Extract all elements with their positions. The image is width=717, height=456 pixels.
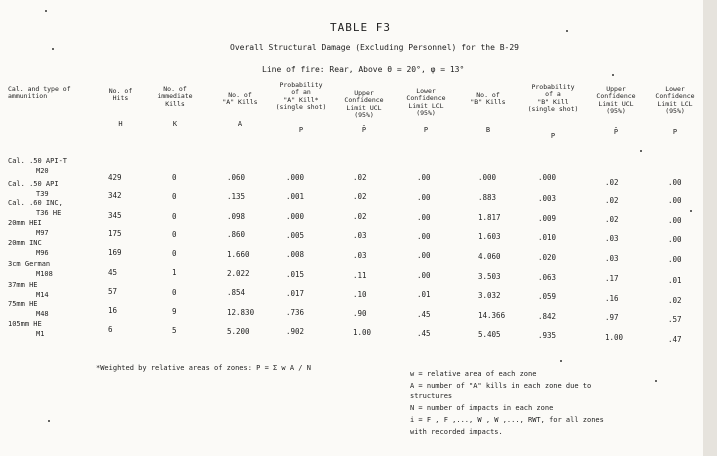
cell-hits: 57	[108, 287, 118, 296]
cell-ucl-b: .03	[605, 234, 619, 243]
cell-lcl-b: .00	[668, 255, 682, 264]
cell-ucl-a: 1.00	[353, 328, 372, 337]
cell-ucl-a: .02	[353, 212, 367, 221]
row-label: 20mm INC	[8, 239, 42, 247]
cell-lcl-b: .00	[668, 196, 682, 205]
header-prob-b: Probability of a "B" Kill (single shot)	[527, 83, 579, 114]
header-b-kills: No. of "B" Kills	[470, 91, 506, 107]
cell-prob-a: .005	[286, 231, 305, 240]
legend-line: N = number of impacts in each zone	[410, 404, 554, 412]
cell-a-kills: .135	[227, 192, 246, 201]
cell-b-kills: 3.503	[478, 272, 501, 281]
row-sublabel: M1	[36, 330, 45, 338]
cell-prob-b: .000	[538, 173, 557, 182]
cell-lcl-a: .00	[417, 213, 431, 222]
row-label: 20mm HEI	[8, 219, 42, 227]
cell-prob-a: .008	[286, 250, 305, 259]
cell-lcl-a: .00	[417, 271, 431, 280]
row-sublabel: T39	[36, 190, 49, 198]
cell-immediate: 1	[172, 268, 177, 277]
cell-hits: 175	[108, 229, 122, 238]
symbol-lcl-b: P	[672, 128, 678, 136]
symbol-b-kills: B	[485, 126, 491, 134]
cell-prob-a: .015	[286, 270, 305, 279]
cell-immediate: 0	[172, 212, 177, 221]
cell-ucl-b: .02	[605, 178, 619, 187]
row-label: 37mm HE	[8, 281, 38, 289]
row-label: 105mm HE	[8, 320, 42, 328]
symbol-prob-a: P	[298, 126, 304, 134]
scan-speck	[48, 420, 50, 422]
cell-a-kills: .060	[227, 173, 246, 182]
row-sublabel: M108	[36, 270, 53, 278]
header-hits: No. of Hits	[108, 87, 133, 103]
cell-ucl-b: .17	[605, 274, 619, 283]
row-sublabel: M20	[36, 167, 49, 175]
header-lcl-a: Lower Confidence Limit LCL (95%)	[406, 87, 446, 118]
cell-hits: 16	[108, 306, 118, 315]
header-a-kills: No. of "A" Kills	[222, 91, 258, 107]
scan-speck	[566, 30, 568, 32]
cell-b-kills: 1.603	[478, 232, 501, 241]
cell-ucl-b: .02	[605, 196, 619, 205]
cell-a-kills: 2.022	[227, 269, 250, 278]
legend-line: i = F , F ,..., W , W ,..., RWT, for all zones	[410, 416, 604, 424]
cell-lcl-b: .47	[668, 335, 682, 344]
cell-ucl-a: .03	[353, 251, 367, 260]
cell-a-kills: 1.660	[227, 250, 250, 259]
symbol-prob-b: P	[550, 132, 556, 140]
cell-ucl-b: .03	[605, 254, 619, 263]
cell-lcl-a: .45	[417, 310, 431, 319]
cell-hits: 342	[108, 191, 122, 200]
row-sublabel: M14	[36, 291, 49, 299]
cell-b-kills: 5.405	[478, 330, 501, 339]
scan-speck	[612, 74, 614, 76]
cell-ucl-a: .10	[353, 290, 367, 299]
cell-immediate: 0	[172, 192, 177, 201]
page-edge-shadow	[703, 0, 717, 456]
cell-ucl-a: .03	[353, 231, 367, 240]
cell-ucl-a: .90	[353, 309, 367, 318]
cell-prob-a: .736	[286, 308, 305, 317]
row-label: Cal. .60 INC,	[8, 199, 63, 207]
scan-speck	[655, 380, 657, 382]
cell-ucl-a: .02	[353, 173, 367, 182]
cell-immediate: 5	[172, 326, 177, 335]
scan-speck	[52, 48, 54, 50]
cell-ucl-b: .02	[605, 215, 619, 224]
cell-b-kills: .883	[478, 193, 497, 202]
cell-prob-b: .935	[538, 331, 557, 340]
cell-lcl-a: .00	[417, 232, 431, 241]
row-sublabel: M96	[36, 249, 49, 257]
symbol-lcl-a: P	[423, 126, 429, 134]
table-subtitle: Overall Structural Damage (Excluding Personnel) for the B-29	[230, 43, 519, 52]
cell-lcl-b: .01	[668, 276, 682, 285]
cell-lcl-a: .00	[417, 193, 431, 202]
cell-hits: 169	[108, 248, 122, 257]
header-ucl-a: Upper Confidence Limit UCL (95%)	[344, 89, 384, 120]
cell-prob-a: .000	[286, 173, 305, 182]
footnote: *Weighted by relative areas of zones: P = Σ w A / N	[96, 364, 311, 372]
cell-lcl-b: .57	[668, 315, 682, 324]
cell-b-kills: 1.817	[478, 213, 501, 222]
cell-prob-a: .001	[286, 192, 305, 201]
cell-ucl-a: .02	[353, 192, 367, 201]
cell-prob-a: .902	[286, 327, 305, 336]
cell-a-kills: .098	[227, 212, 246, 221]
cell-hits: 6	[108, 325, 113, 334]
table-title: TABLE F3	[330, 21, 391, 34]
scan-speck	[45, 10, 47, 12]
cell-lcl-b: .00	[668, 178, 682, 187]
cell-hits: 429	[108, 173, 122, 182]
row-label: Cal. .50 API-T	[8, 157, 68, 165]
legend-line: A = number of "A" kills in each zone due to	[410, 382, 592, 390]
cell-prob-b: .059	[538, 292, 557, 301]
scan-speck	[560, 360, 562, 362]
cell-lcl-b: .02	[668, 296, 682, 305]
header-caliber: Cal. and type of ammunition	[8, 85, 71, 101]
row-label: 3cm German	[8, 260, 51, 268]
header-lcl-b: Lower Confidence Limit LCL (95%)	[655, 85, 695, 116]
cell-hits: 45	[108, 268, 118, 277]
legend-line: w = relative area of each zone	[410, 370, 537, 378]
symbol-a-kills: A	[237, 120, 243, 128]
cell-prob-a: .000	[286, 212, 305, 221]
cell-a-kills: .854	[227, 288, 246, 297]
cell-immediate: 0	[172, 288, 177, 297]
cell-lcl-b: .00	[668, 235, 682, 244]
scan-speck	[690, 210, 692, 212]
row-label: Cal. .50 API	[8, 180, 59, 188]
header-immediate: No. of immediate Kills	[157, 85, 193, 108]
row-sublabel: M97	[36, 229, 49, 237]
header-prob-a: Probability of an "A" Kill* (single shot)	[275, 81, 327, 112]
cell-ucl-a: .11	[353, 271, 367, 280]
cell-prob-a: .017	[286, 289, 305, 298]
symbol-immediate: K	[172, 120, 178, 128]
cell-prob-b: .010	[538, 233, 557, 242]
cell-prob-b: .009	[538, 214, 557, 223]
cell-ucl-b: .16	[605, 294, 619, 303]
cell-immediate: 0	[172, 230, 177, 239]
symbol-ucl-a: P̄	[361, 126, 367, 134]
cell-immediate: 9	[172, 307, 177, 316]
cell-prob-b: .063	[538, 273, 557, 282]
cell-a-kills: .860	[227, 230, 246, 239]
cell-b-kills: .000	[478, 173, 497, 182]
cell-hits: 345	[108, 211, 122, 220]
row-sublabel: T36 HE	[36, 209, 62, 217]
cell-lcl-b: .00	[668, 216, 682, 225]
cell-a-kills: 5.200	[227, 327, 250, 336]
cell-prob-b: .842	[538, 312, 557, 321]
cell-lcl-a: .45	[417, 329, 431, 338]
row-label: 75mm HE	[8, 300, 38, 308]
cell-lcl-a: .00	[417, 173, 431, 182]
cell-ucl-b: .97	[605, 313, 619, 322]
line-of-fire: Line of fire: Rear, Above θ = 20°, φ = 13°	[262, 65, 465, 74]
cell-lcl-a: .00	[417, 251, 431, 260]
symbol-ucl-b: P̄	[613, 128, 619, 136]
header-ucl-b: Upper Confidence Limit UCL (95%)	[596, 85, 636, 116]
row-sublabel: M48	[36, 310, 49, 318]
scan-speck	[640, 150, 642, 152]
cell-immediate: 0	[172, 249, 177, 258]
legend-line: with recorded impacts.	[410, 428, 503, 436]
cell-ucl-b: 1.00	[605, 333, 624, 342]
symbol-hits: H	[118, 120, 123, 128]
cell-immediate: 0	[172, 173, 177, 182]
cell-a-kills: 12.830	[227, 308, 255, 317]
legend-line: structures	[410, 392, 453, 400]
cell-prob-b: .020	[538, 253, 557, 262]
cell-b-kills: 3.032	[478, 291, 501, 300]
cell-b-kills: 14.366	[478, 311, 506, 320]
cell-b-kills: 4.060	[478, 252, 501, 261]
cell-prob-b: .003	[538, 194, 557, 203]
cell-lcl-a: .01	[417, 290, 431, 299]
